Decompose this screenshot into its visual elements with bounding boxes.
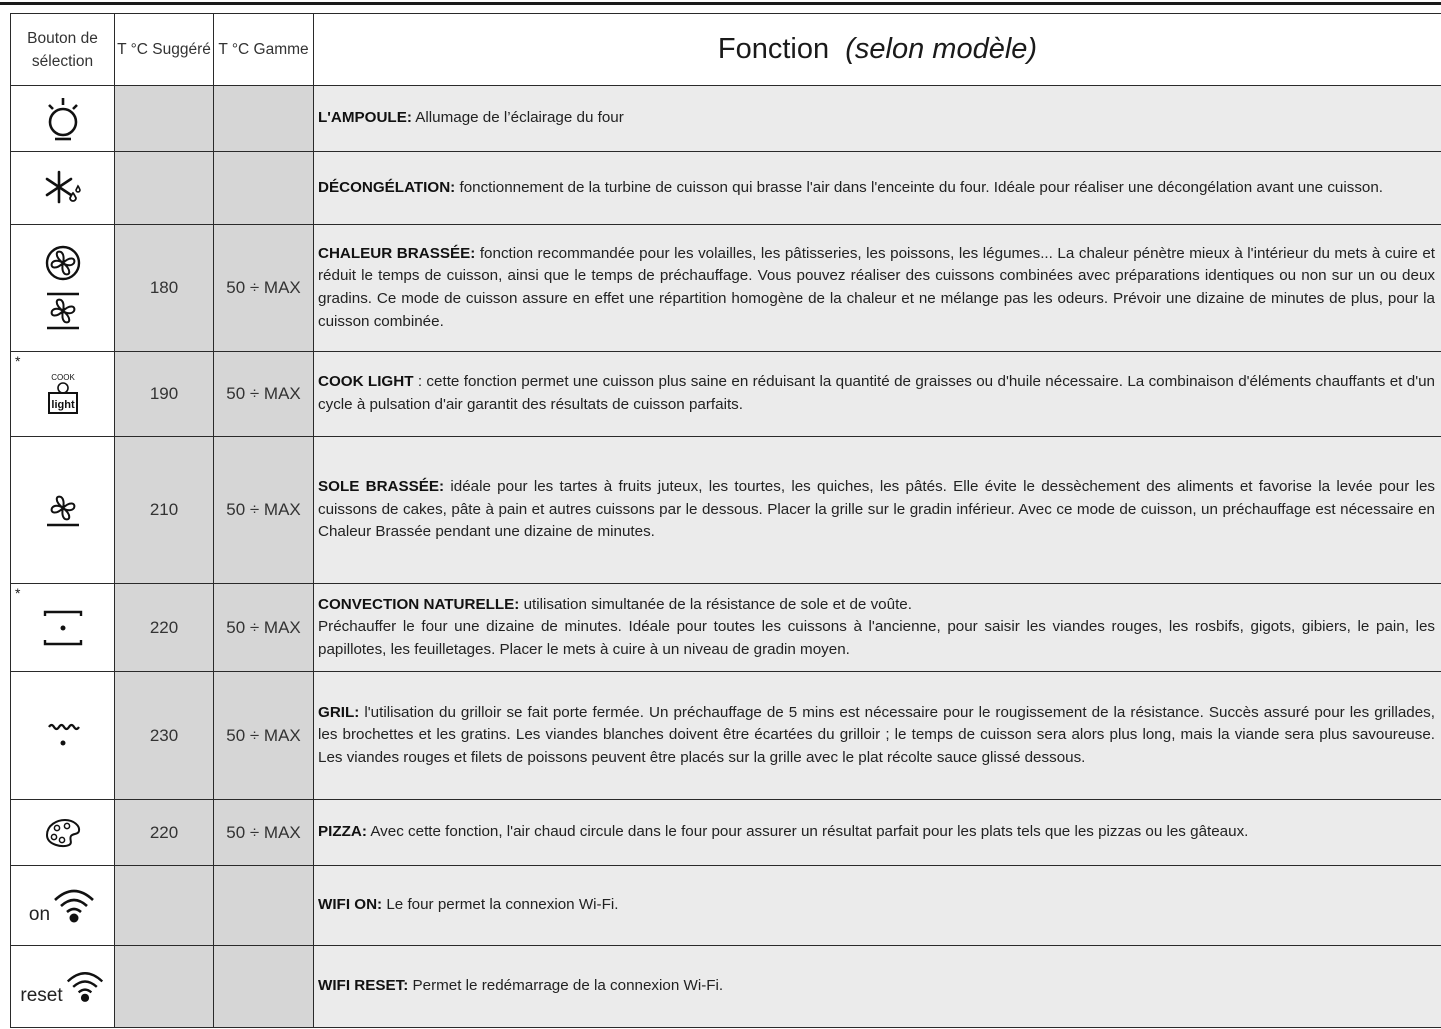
function-text: : cette fonction permet une cuisson plus saine en réduisant la quantité de graisses ou d'huile nécessaire. La combinaison d'éléments chauffants et d'un cycle à pulsation d'air garantit des résultats de cuisson parfaits. <box>318 373 1435 413</box>
function-name: CONVECTION NATURELLE: <box>318 595 520 613</box>
icon-cell <box>11 86 115 152</box>
defrost-icon <box>43 168 83 208</box>
header-function <box>314 14 1441 86</box>
function-name: PIZZA: <box>318 823 367 841</box>
grill-icon <box>43 719 83 753</box>
range-temp: 50 ÷ MAX <box>214 437 314 584</box>
range-temp: 50 ÷ MAX <box>214 352 314 437</box>
wifi-reset-label: reset <box>20 985 63 1006</box>
function-description <box>314 866 1441 946</box>
icon-cell <box>11 866 115 946</box>
model-marker: * <box>15 585 21 601</box>
range-temp <box>214 946 314 1028</box>
wifi-on-icon <box>52 886 96 924</box>
fan-bottom-icon <box>43 491 83 529</box>
function-name: CHALEUR BRASSÉE: <box>318 244 476 262</box>
function-subtitle: (selon modèle) <box>845 33 1038 65</box>
wifi-on-label: on <box>28 904 51 925</box>
icon-cell <box>11 672 115 800</box>
table-row <box>11 86 1441 152</box>
function-text: idéale pour les tartes à fruits juteux, les tourtes, les quiches, les pâtés. Elle évite le dessèchement des aliments et favorise la levée pour les cuissons de cakes, pâte à pain et autres cuissons par le dessous. Placer la grille sur le gradin inférieur. Avec ce mode de cuisson, un préchauffage est nécessaire en Chaleur Brassée pendant une dizaine de minutes. <box>318 478 1435 541</box>
range-temp: 50 ÷ MAX <box>214 672 314 800</box>
suggested-temp: 180 <box>115 225 214 352</box>
cook-light-icon <box>40 371 86 417</box>
function-text: Avec cette fonction, l'air chaud circule dans le four pour assurer un résultat parfait pour les plats tels que les pizzas ou les gâteaux. <box>366 823 1249 841</box>
suggested-temp <box>115 86 214 152</box>
table-row <box>11 946 1441 1028</box>
header-range-temp: T °C Gamme <box>214 14 314 86</box>
range-temp <box>214 86 314 152</box>
icon-cell <box>11 800 115 866</box>
top-rule <box>0 2 1441 5</box>
icon-cell <box>11 584 115 672</box>
suggested-temp: 210 <box>115 437 214 584</box>
icon-cell <box>11 225 115 352</box>
icon-cell <box>11 152 115 225</box>
table-row <box>11 437 1441 584</box>
model-marker: * <box>15 353 21 369</box>
header-suggested-temp: T °C Suggéré <box>115 14 214 86</box>
suggested-temp <box>115 152 214 225</box>
function-name: DÉCONGÉLATION: <box>318 178 456 196</box>
function-description <box>314 800 1441 866</box>
table-row <box>11 672 1441 800</box>
wifi-reset-icon <box>65 967 105 1005</box>
suggested-temp: 190 <box>115 352 214 437</box>
function-text: fonction recommandée pour les volailles, les pâtisseries, les poissons, les légumes... La chaleur pénètre mieux à l'intérieur du mets à cuire et réduit le temps de cuisson, ainsi que le temps de préchauffage. Vous pouvez réaliser des cuissons combinées avec préparations identiques ou non sur un ou deux gradins. Ce mode de cuisson assure en effet une répartition homogène de la chaleur et ne mélange pas les odeurs. Prévoir une dizaine de minutes de plus, pour la cuisson combinée. <box>318 244 1436 330</box>
function-text: Allumage de l’éclairage du four <box>411 109 624 127</box>
icon-cell <box>11 352 115 437</box>
table-row <box>11 152 1441 225</box>
cook-light-bottom-text: light <box>50 399 75 411</box>
table-row <box>11 800 1441 866</box>
suggested-temp: 220 <box>115 584 214 672</box>
suggested-temp: 220 <box>115 800 214 866</box>
function-name: L'AMPOULE: <box>318 109 412 127</box>
function-text: Le four permet la connexion Wi-Fi. <box>382 896 619 914</box>
oven-functions-table <box>10 13 1441 1028</box>
function-description <box>314 225 1441 352</box>
suggested-temp: 230 <box>115 672 214 800</box>
function-description <box>314 352 1441 437</box>
table-row <box>11 866 1441 946</box>
lamp-icon <box>43 96 83 142</box>
function-description <box>314 86 1441 152</box>
fan-heat-icon <box>44 244 82 282</box>
function-name: GRIL: <box>318 703 360 721</box>
icon-cell <box>11 437 115 584</box>
suggested-temp <box>115 946 214 1028</box>
function-text-2: Préchauffer le four une dizaine de minutes. Idéale pour toutes les cuissons à l'ancienne, pour saisir les viandes rouges, les rosbifs, gigots, gibiers, le pain, les papillotes, les feuilletages. Placer le mets à cuire à un niveau de gradin moyen. <box>318 618 1435 658</box>
cook-light-top-text: COOK <box>50 373 75 382</box>
range-temp: 50 ÷ MAX <box>214 800 314 866</box>
range-temp <box>214 866 314 946</box>
table-row <box>11 352 1441 437</box>
function-description <box>314 437 1441 584</box>
table-row <box>11 584 1441 672</box>
function-description <box>314 152 1441 225</box>
function-text: Permet le redémarrage de la connexion Wi-Fi. <box>408 977 724 995</box>
function-name: WIFI RESET: <box>318 977 409 995</box>
function-name: SOLE BRASSÉE: <box>318 478 445 496</box>
range-temp <box>214 152 314 225</box>
header-selection-button: Bouton de sélection <box>11 14 115 86</box>
suggested-temp <box>115 866 214 946</box>
function-description <box>314 946 1441 1028</box>
function-name: WIFI ON: <box>318 896 383 914</box>
function-title: Fonction <box>717 33 830 65</box>
icon-cell <box>11 946 115 1028</box>
function-description <box>314 584 1441 672</box>
fan-heat-icon-bottom <box>43 290 83 332</box>
range-temp: 50 ÷ MAX <box>214 584 314 672</box>
conventional-icon <box>41 608 85 648</box>
function-description <box>314 672 1441 800</box>
table-row <box>11 225 1441 352</box>
function-text: l'utilisation du grilloir se fait porte fermée. Un préchauffage de 5 mins est nécessaire pour le rougissement de la résistance. Succès assuré pour les grillades, les brochettes et les gratins. Les viandes blanches doivent être écartées du grilloir ; le temps de cuisson sera alors plus long, mais la viande sera plus savoureuse. Les viandes rouges et filets de poissons peuvent être placés sur la grille avec le plat récolte sauce glissé dessous. <box>318 703 1435 766</box>
pizza-icon <box>43 817 83 849</box>
function-name: COOK LIGHT <box>318 373 414 391</box>
range-temp: 50 ÷ MAX <box>214 225 314 352</box>
function-text: utilisation simultanée de la résistance de sole et de voûte. <box>519 595 912 613</box>
header-row <box>11 14 1441 86</box>
function-text: fonctionnement de la turbine de cuisson qui brasse l'air dans l'enceinte du four. Idéale pour réaliser une décongélation avant une cuisson. <box>455 178 1384 196</box>
